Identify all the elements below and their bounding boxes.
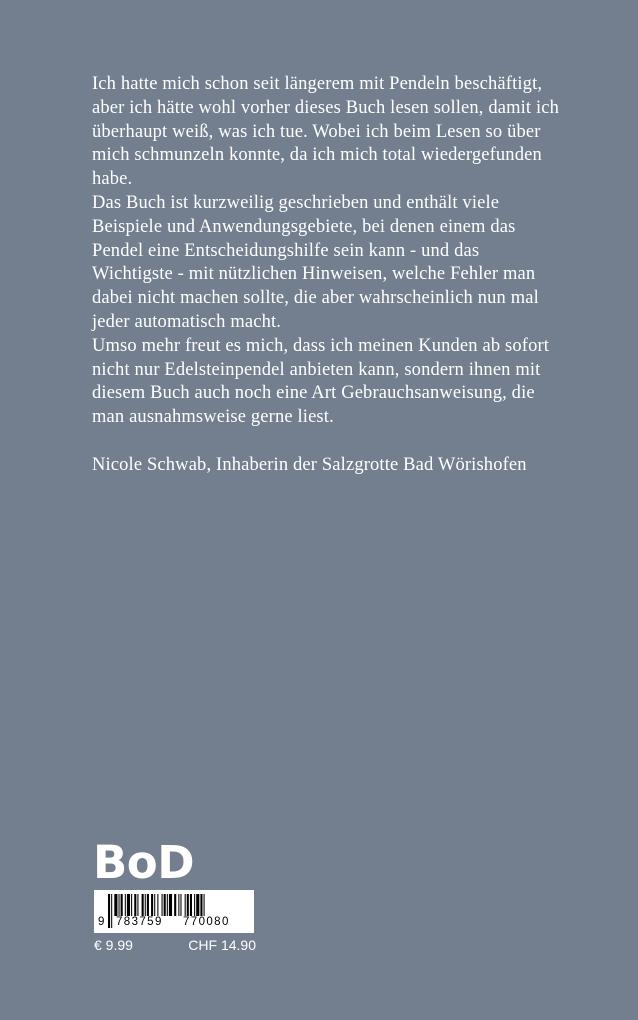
- price-chf: CHF 14.90: [188, 937, 256, 953]
- barcode-digits: [96, 913, 252, 929]
- barcode-first-digit: 9: [98, 916, 105, 928]
- blurb-signature: Nicole Schwab, Inhaberin der Salzgrotte Bad Wörishofen: [92, 454, 527, 475]
- blurb-paragraph-2: Das Buch ist kurzweilig geschrieben und enthält viele Beispiele und Anwendungsgebiete, bei denen einem das Pendel eine Entscheidungshilfe sein kann - und das Wichtigste - mit nützlichen Hinweisen, welche Fehler man dabei nicht machen sollte, die aber wahrscheinlich nun mal jeder automatisch macht.: [92, 192, 539, 332]
- price-row: [94, 937, 256, 957]
- barcode-right-group: 770080: [183, 916, 230, 928]
- publisher-logo: BoD: [93, 836, 195, 889]
- isbn-barcode: [94, 890, 254, 933]
- blurb-paragraph-1: Ich hatte mich schon seit längerem mit Pendeln beschäftigt, aber ich hätte wohl vorher dieses Buch lesen sollen, damit ich überhaupt weiß, was ich tue. Wobei ich beim Lesen so über mich schmunzeln konnte, da ich mich total wiedergefunden habe.: [92, 74, 560, 190]
- back-cover-blurb: [92, 73, 562, 478]
- price-eur: € 9.99: [94, 937, 133, 953]
- barcode-left-group: 783759: [116, 916, 163, 928]
- blurb-paragraph-3: Umso mehr freut es mich, dass ich meinen Kunden ab sofort nicht nur Edelsteinpendel anbieten kann, sondern ihnen mit diesem Buch auch noch eine Art Gebrauchsanweisung, die man ausnahmsweise gerne liest.: [92, 335, 550, 428]
